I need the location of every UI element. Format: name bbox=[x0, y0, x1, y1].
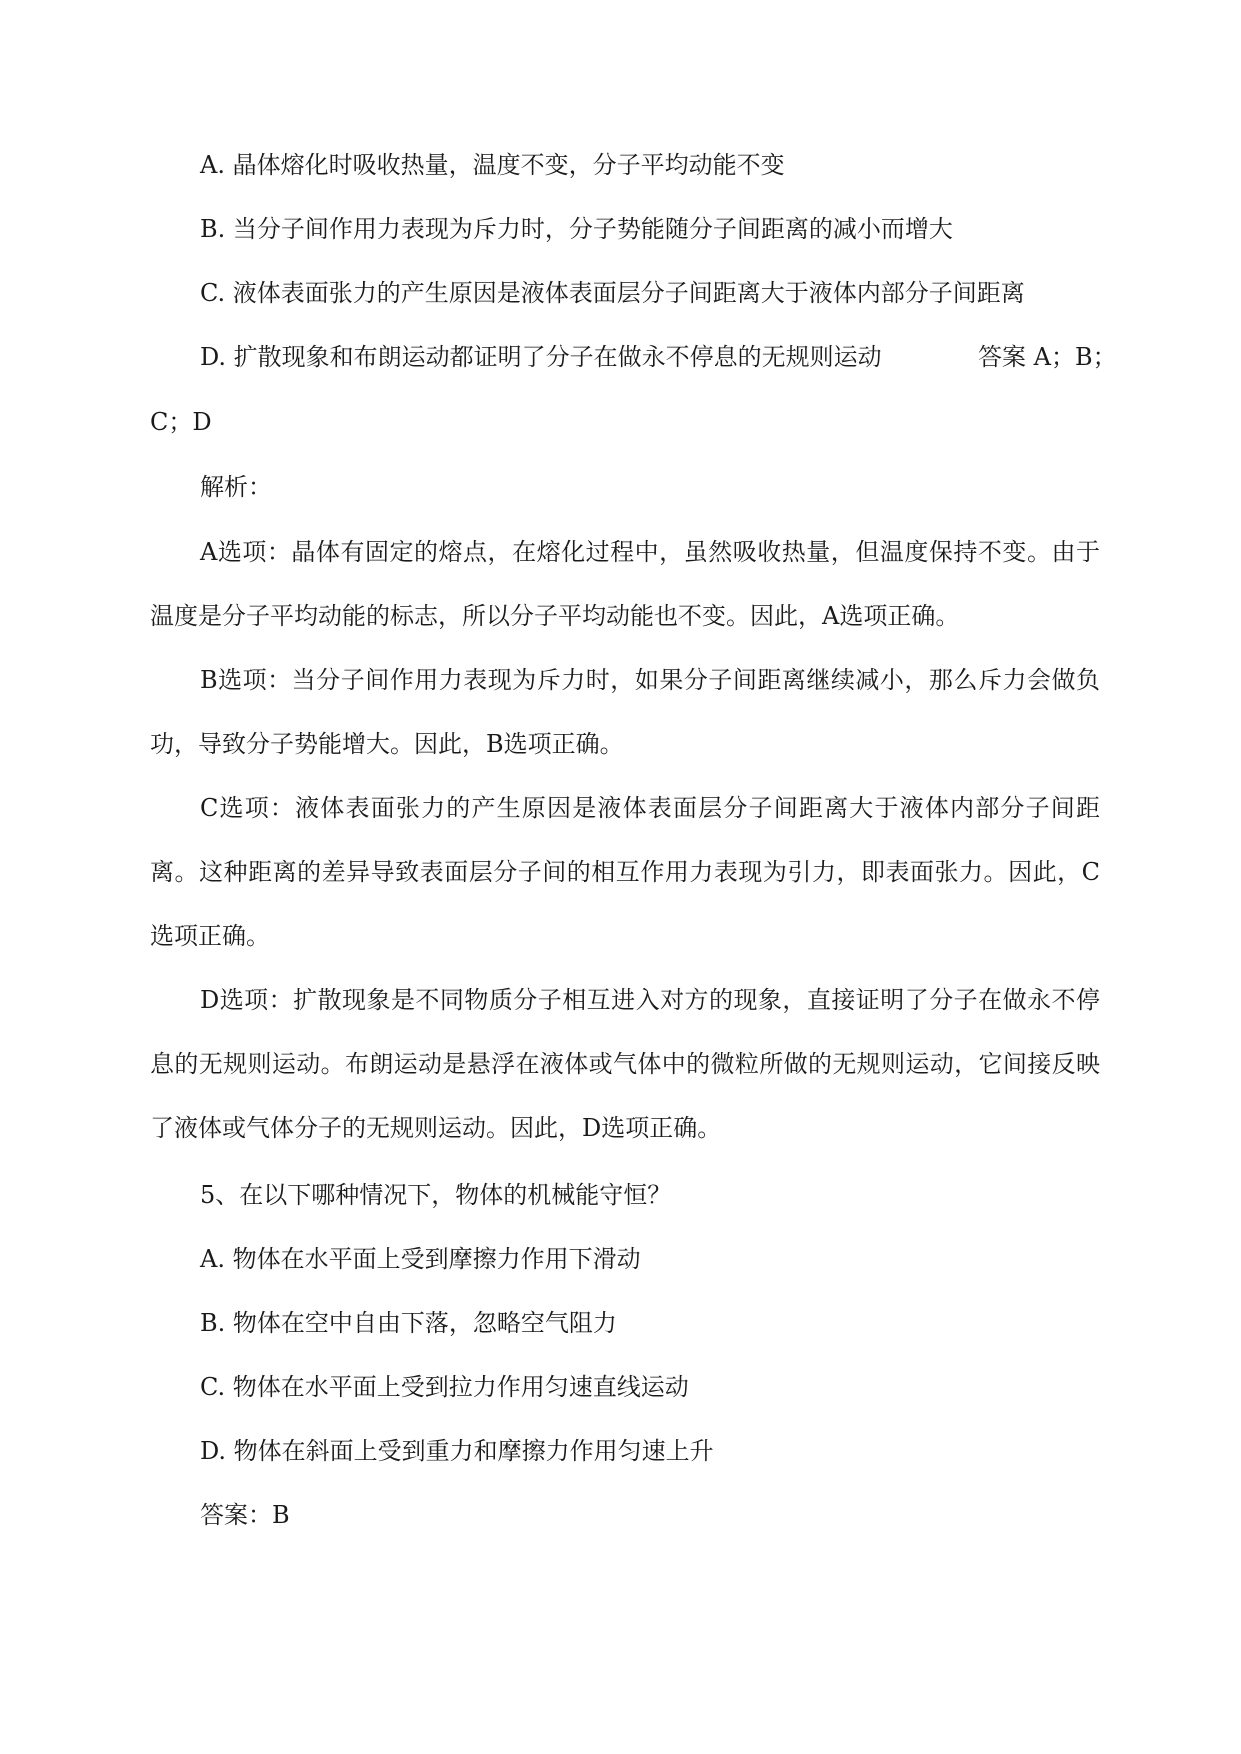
q5-option-c: C. 物体在水平面上受到拉力作用匀速直线运动 bbox=[200, 1373, 689, 1401]
analysis-b: B选项：当分子间作用力表现为斥力时，如果分子间距离继续减小，那么斥力会做负功，导致分子势能增大。因此，B选项正确。 bbox=[150, 666, 1100, 758]
analysis-label: 解析： bbox=[200, 473, 272, 501]
q4-answer: 答案 A；B； bbox=[978, 343, 1117, 371]
analysis-a: A选项：晶体有固定的熔点，在熔化过程中，虽然吸收热量，但温度保持不变。由于温度是分子平均动能的标志，所以分子平均动能也不变。因此，A选项正确。 bbox=[150, 538, 1100, 630]
analysis-c: C选项：液体表面张力的产生原因是液体表面层分子间距离大于液体内部分子间距离。这种距离的差异导致表面层分子间的相互作用力表现为引力，即表面张力。因此，C选项正确。 bbox=[150, 794, 1100, 950]
q5-option-b: B. 物体在空中自由下落，忽略空气阻力 bbox=[200, 1309, 617, 1337]
q4-option-c: C. 液体表面张力的产生原因是液体表面层分子间距离大于液体内部分子间距离 bbox=[200, 279, 1025, 307]
q5-answer: 答案：B bbox=[200, 1501, 290, 1529]
q4-option-a: A. 晶体熔化时吸收热量，温度不变，分子平均动能不变 bbox=[200, 151, 785, 179]
q5-question: 5、在以下哪种情况下，物体的机械能守恒？ bbox=[200, 1181, 672, 1209]
analysis-d: D选项：扩散现象是不同物质分子相互进入对方的现象，直接证明了分子在做永不停息的无规则运动。布朗运动是悬浮在液体或气体中的微粒所做的无规则运动，它间接反映了液体或气体分子的无规则运动。因此，D选项正确。 bbox=[150, 986, 1100, 1142]
q4-option-d: D. 扩散现象和布朗运动都证明了分子在做永不停息的无规则运动 bbox=[200, 343, 882, 371]
q5-option-d: D. 物体在斜面上受到重力和摩擦力作用匀速上升 bbox=[200, 1437, 714, 1465]
q4-answer-continued: C；D bbox=[150, 408, 212, 436]
q5-option-a: A. 物体在水平面上受到摩擦力作用下滑动 bbox=[200, 1245, 641, 1273]
q4-option-b: B. 当分子间作用力表现为斥力时，分子势能随分子间距离的减小而增大 bbox=[200, 215, 953, 243]
